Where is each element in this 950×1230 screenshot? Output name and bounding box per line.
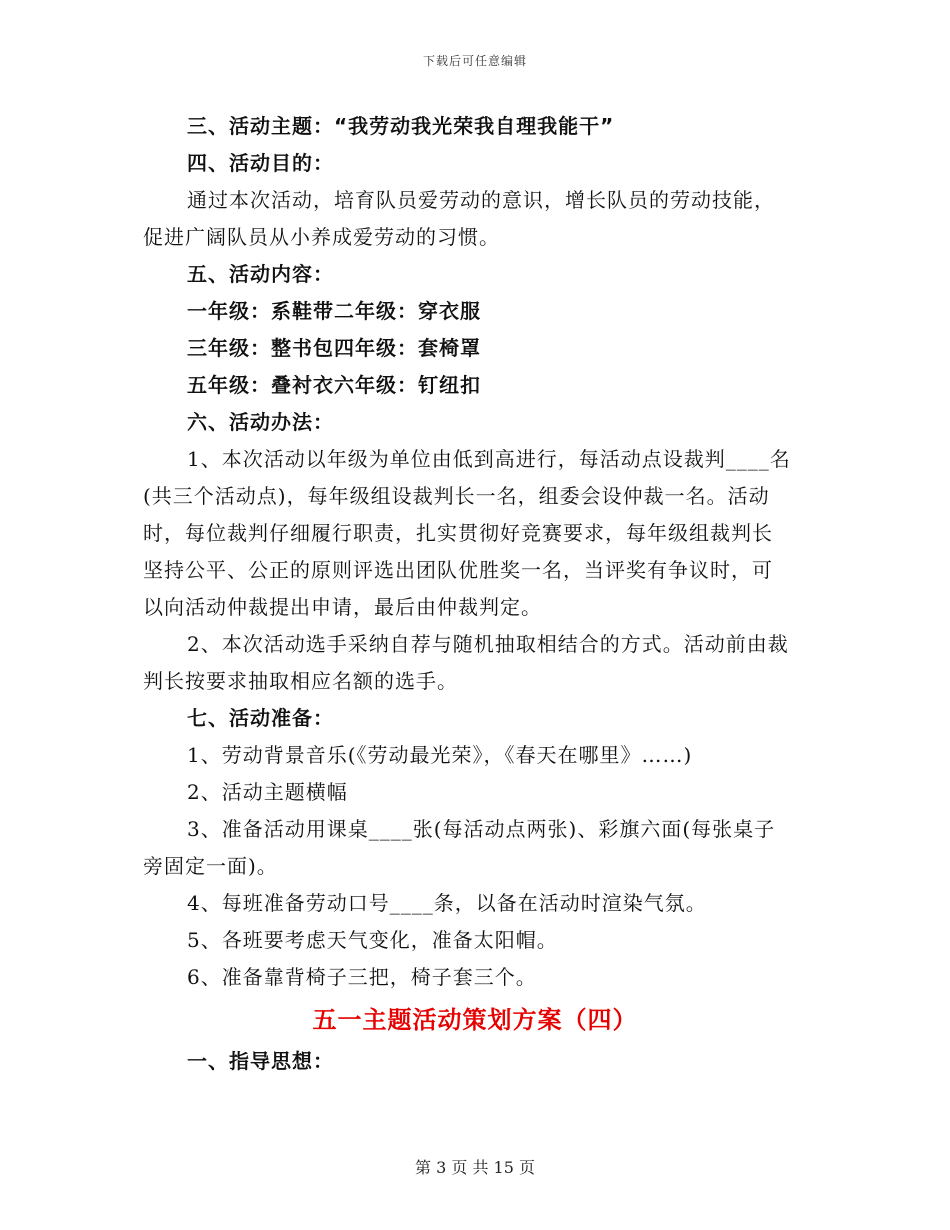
purpose-line-2: 促进广阔队员从小养成爱劳动的习惯。: [143, 225, 500, 249]
method1-line-1: 1、本次活动以年级为单位由低到高进行，每活动点设裁判____名: [187, 447, 791, 471]
prep-item-3-line-2: 旁固定一面)。: [143, 854, 278, 878]
method1-line-2: (共三个活动点)，每年级组设裁判长一名，组委会设仲裁一名。活动: [143, 484, 770, 508]
section-theme: 三、活动主题：“我劳动我光荣我自理我能干”: [187, 114, 615, 138]
method1-line-5: 以向活动仲裁提出申请，最后由仲裁判定。: [143, 595, 542, 619]
content-line-3: 五年级：叠衬衣六年级：钉纽扣: [187, 373, 481, 397]
section-content-heading: 五、活动内容：: [187, 262, 334, 286]
section-purpose-heading: 四、活动目的：: [187, 151, 334, 175]
prep-item-1: 1、劳动背景音乐(《劳动最光荣》，《春天在哪里》……): [187, 743, 693, 767]
purpose-line-1: 通过本次活动，培育队员爱劳动的意识，增长队员的劳动技能，: [187, 188, 775, 212]
section-red-title: 五一主题活动策划方案（四）: [312, 1006, 638, 1034]
document-body: [143, 108, 808, 996]
method1-line-4: 坚持公平、公正的原则评选出团队优胜奖一名，当评奖有争议时，可: [143, 558, 773, 582]
section-method-heading: 六、活动办法：: [187, 410, 334, 434]
header-note: 下载后可任意编辑: [422, 54, 527, 68]
guidance-heading: 一、指导思想：: [187, 1049, 334, 1073]
section-prep-heading: 七、活动准备：: [187, 706, 334, 730]
prep-item-3-line-1: 3、准备活动用课桌____张(每活动点两张)、彩旗六面(每张桌子: [187, 817, 776, 841]
prep-item-2: 2、活动主题横幅: [187, 780, 348, 804]
method2-line-2: 判长按要求抽取相应名额的选手。: [143, 669, 458, 693]
page-footer: 第 3 页 共 15 页: [415, 1158, 535, 1177]
content-line-2: 三年级：整书包四年级：套椅罩: [187, 336, 481, 360]
method1-line-3: 时，每位裁判仔细履行职责，扎实贯彻好竞赛要求，每年级组裁判长: [143, 521, 773, 545]
prep-item-4: 4、每班准备劳动口号____条，以备在活动时渲染气氛。: [187, 891, 707, 915]
content-line-1: 一年级：系鞋带二年级：穿衣服: [187, 299, 481, 323]
prep-item-5: 5、各班要考虑天气变化，准备太阳帽。: [187, 928, 558, 952]
prep-item-6: 6、准备靠背椅子三把，椅子套三个。: [187, 965, 537, 989]
method2-line-1: 2、本次活动选手采纳自荐与随机抽取相结合的方式。活动前由裁: [187, 632, 789, 656]
